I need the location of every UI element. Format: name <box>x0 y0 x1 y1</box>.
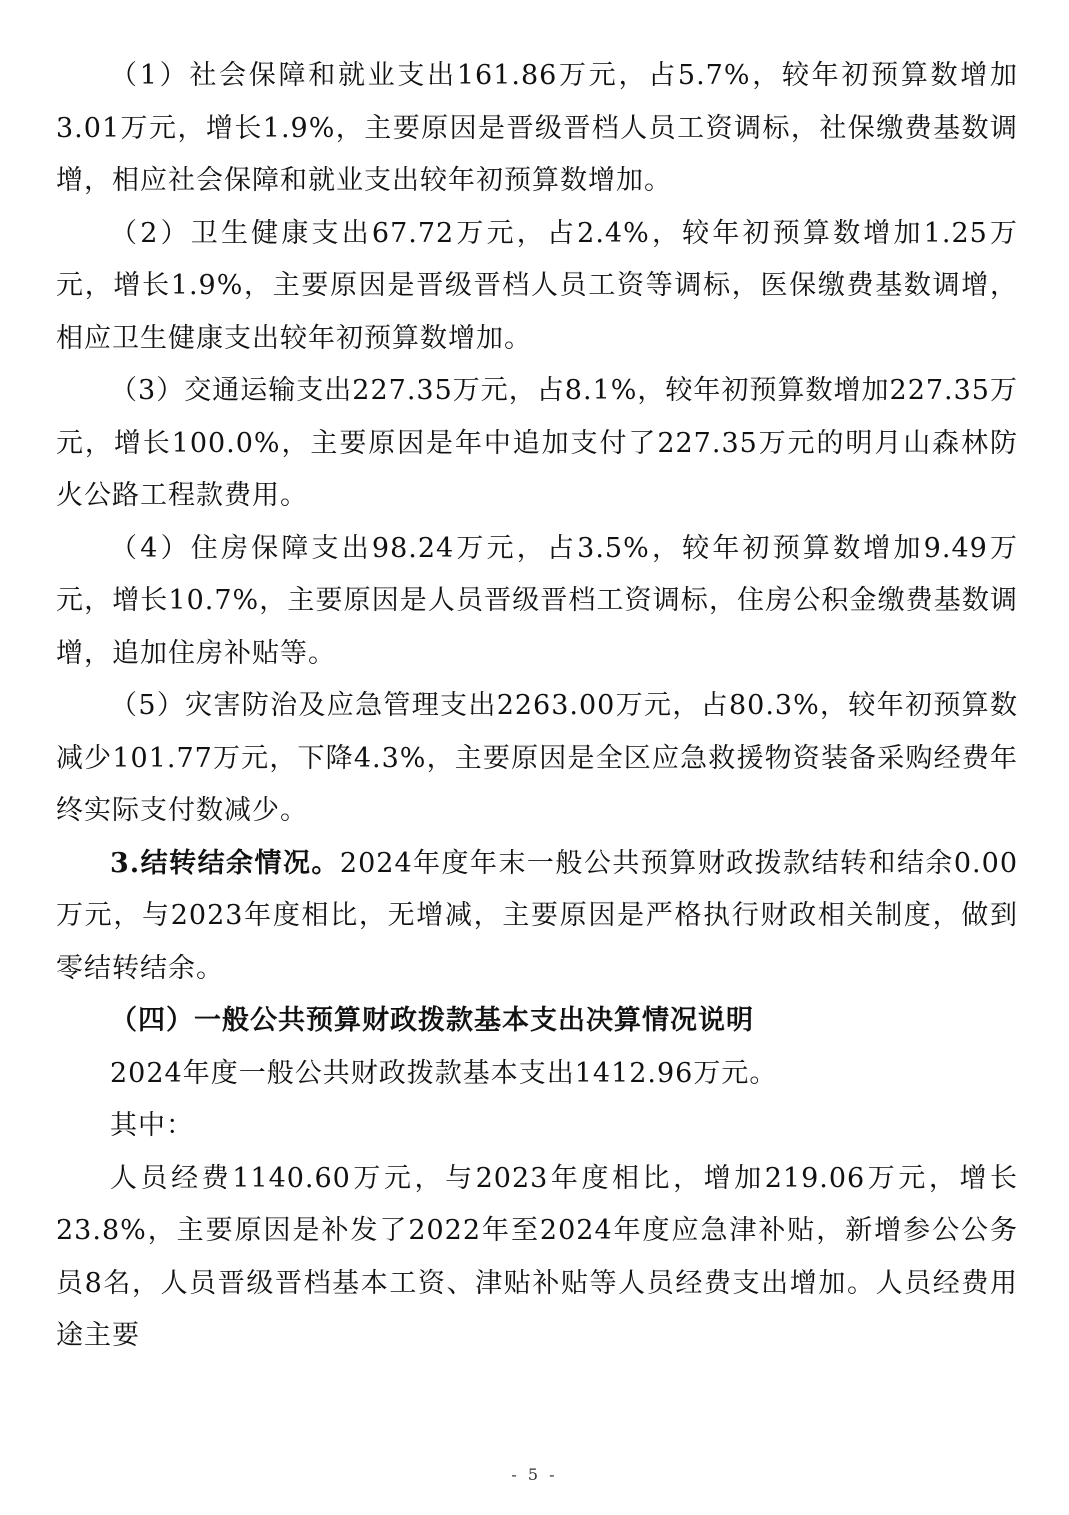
page-number: - 5 - <box>511 1465 558 1484</box>
paragraph-transport: （3）交通运输支出227.35万元，占8.1%，较年初预算数增加227.35万元，增长100.0%，主要原因是年中追加支付了227.35万元的明月山森林防火公路工程款费用。 <box>56 375 1018 511</box>
document-body <box>56 50 1018 1363</box>
carryover-text: 2024年度年末一般公共预算财政拨款结转和结余0.00万元，与2023年度相比，无增减，主要原因是严格执行财政相关制度，做到零结转结余。 <box>56 847 1018 984</box>
paragraph-social-security: （1）社会保障和就业支出161.86万元，占5.7%，较年初预算数增加3.01万元，增长1.9%，主要原因是晋级晋档人员工资调标，社保缴费基数调增，相应社会保障和就业支出较年初预算数增加。 <box>56 60 1018 196</box>
paragraph-housing: （4）住房保障支出98.24万元，占3.5%，较年初预算数增加9.49万元，增长10.7%，主要原因是人员晋级晋档工资调标，住房公积金缴费基数调增，追加住房补贴等。 <box>56 532 1018 669</box>
paragraph-among: 其中： <box>110 1110 194 1141</box>
section-heading: （四）一般公共预算财政拨款基本支出决算情况说明 <box>110 1005 754 1036</box>
paragraph-carryover <box>56 838 1018 996</box>
paragraph-basic-expense: 2024年度一般公共财政拨款基本支出1412.96万元。 <box>110 1057 778 1089</box>
paragraph-disaster: （5）灾害防治及应急管理支出2263.00万元，占80.3%，较年初预算数减少101.77万元，下降4.3%，主要原因是全区应急救援物资装备采购经费年终实际支付数减少。 <box>56 690 1018 826</box>
paragraph-health: （2）卫生健康支出67.72万元，占2.4%，较年初预算数增加1.25万元，增长1.9%，主要原因是晋级晋档人员工资等调标，医保缴费基数调增，相应卫生健康支出较年初预算数增加。 <box>56 217 1018 354</box>
carryover-lead: 3.结转结余情况。 <box>110 847 340 879</box>
paragraph-personnel: 人员经费1140.60万元，与2023年度相比，增加219.06万元，增长23.8%，主要原因是补发了2022年至2024年度应急津补贴，新增参公公务员8名，人员晋级晋档基本工资、津贴补贴等人员经费支出增加。人员经费用途主要 <box>56 1162 1018 1351</box>
